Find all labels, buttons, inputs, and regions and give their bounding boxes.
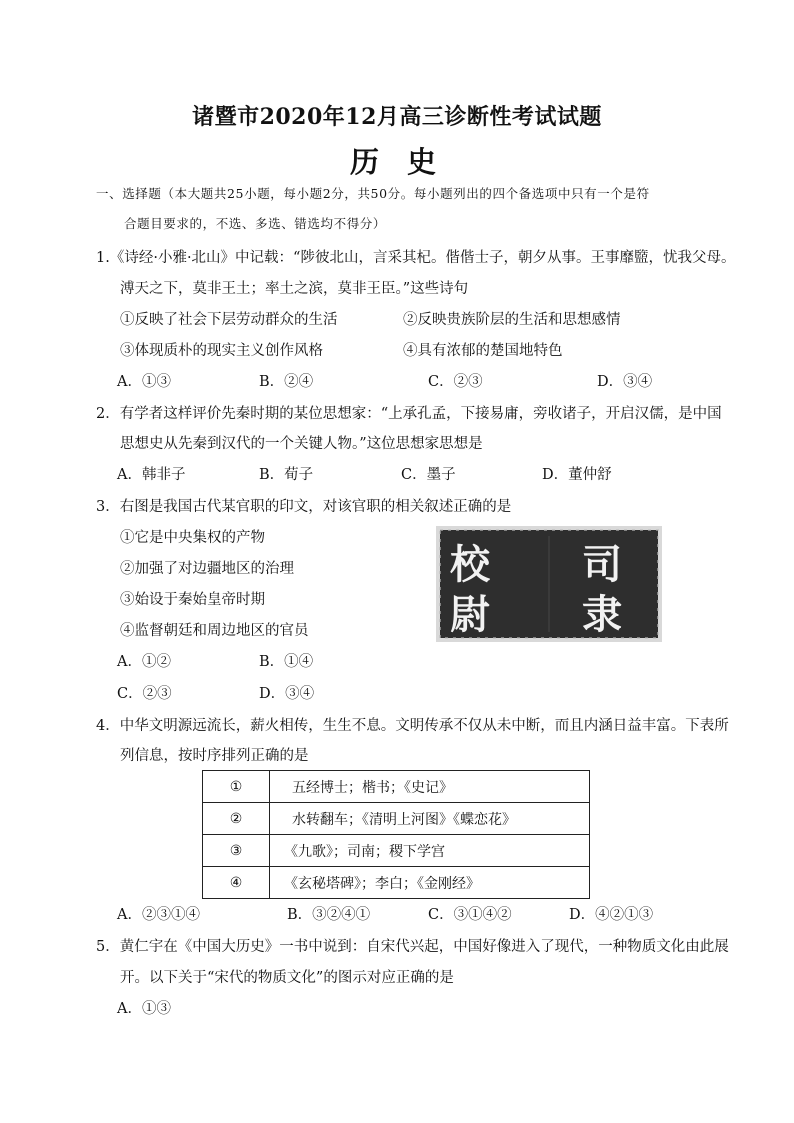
q2-option-c[interactable]: C．墨子 [401, 467, 456, 483]
row-number: ① [203, 771, 270, 803]
seal-char-3: 司 [582, 541, 622, 588]
q2-stem-line2: 思想史从先秦到汉代的一个关键人物。”这位思想家思想是 [120, 436, 483, 452]
seal-char-1: 校 [450, 541, 490, 588]
row-number: ② [203, 803, 270, 835]
seal-char-4: 隶 [582, 591, 622, 638]
official-seal-image [436, 526, 662, 642]
q3-statement-2: ②加强了对边疆地区的治理 [120, 561, 294, 577]
q2-stem-line1: 2．有学者这样评价先秦时期的某位思想家：“上承孔孟，下接易庸，旁收诸子，开启汉儒，是中国 [96, 406, 722, 422]
q3-option-b[interactable]: B．①④ [259, 654, 314, 670]
q1-statement-4: ④具有浓郁的楚国地特色 [403, 343, 563, 359]
q4-stem-line2: 列信息，按时序排列正确的是 [120, 748, 309, 764]
q1-stem-line1: 1.《诗经·小雅·北山》中记载：“陟彼北山，言采其杞。偕偕士子，朝夕从事。王事靡盬，忧我父母。 [96, 250, 736, 266]
row-content: 《玄秘塔碑》；李白；《金刚经》 [270, 867, 590, 899]
q3-statement-3: ③始设于秦始皇帝时期 [120, 592, 265, 608]
q4-info-table [202, 770, 590, 899]
table-row [203, 771, 590, 803]
q4-option-c[interactable]: C．③①④② [428, 907, 512, 923]
row-number: ④ [203, 867, 270, 899]
q4-option-d[interactable]: D．④②①③ [569, 907, 654, 923]
table-row [203, 835, 590, 867]
seal-char-2: 尉 [450, 591, 490, 638]
q1-statement-3: ③体现质朴的现实主义创作风格 [120, 343, 323, 359]
q5-stem-line2: 开。以下关于“宋代的物质文化”的图示对应正确的是 [120, 970, 454, 986]
q3-statement-4: ④监督朝廷和周边地区的官员 [120, 623, 309, 639]
q1-option-b[interactable]: B．②④ [259, 374, 314, 390]
row-content: 五经博士；楷书；《史记》 [270, 771, 590, 803]
section-instructions-line2: 合题目要求的，不选、多选、错选均不得分） [124, 216, 387, 231]
section-instructions-line1: 一、选择题（本大题共25小题，每小题2分，共50分。每小题列出的四个备选项中只有一个是符 [96, 186, 650, 201]
table-row [203, 867, 590, 899]
row-content: 《九歌》；司南；稷下学宫 [270, 835, 590, 867]
q1-statement-2: ②反映贵族阶层的生活和思想感情 [403, 312, 621, 328]
subject-title: 历史 [349, 145, 464, 179]
q5-option-a[interactable]: A．①③ [117, 1001, 171, 1017]
q3-statement-1: ①它是中央集权的产物 [120, 530, 265, 546]
q3-option-a[interactable]: A．①② [117, 654, 171, 670]
q2-option-a[interactable]: A．韩非子 [117, 467, 186, 483]
q1-statement-1: ①反映了社会下层劳动群众的生活 [120, 312, 338, 328]
table-row [203, 803, 590, 835]
q1-stem-line2: 溥天之下，莫非王土；率土之滨，莫非王臣。”这些诗句 [120, 281, 469, 297]
q3-stem: 3．右图是我国古代某官职的印文，对该官职的相关叙述正确的是 [96, 499, 512, 515]
exam-title: 诸暨市2020年12月高三诊断性考试试题 [192, 104, 602, 130]
q1-option-c[interactable]: C．②③ [428, 374, 483, 390]
q1-option-d[interactable]: D．③④ [597, 374, 653, 390]
q1-option-a[interactable]: A．①③ [117, 374, 171, 390]
q2-option-b[interactable]: B．荀子 [259, 467, 314, 483]
q3-option-d[interactable]: D．③④ [259, 686, 315, 702]
q4-stem-line1: 4．中华文明源远流长，薪火相传，生生不息。文明传承不仅从未中断，而且内涵日益丰富。下表所 [96, 718, 729, 734]
q4-option-b[interactable]: B．③②④① [287, 907, 371, 923]
row-content: 水转翻车；《清明上河图》《蝶恋花》 [270, 803, 590, 835]
q4-option-a[interactable]: A．②③①④ [117, 907, 200, 923]
q5-stem-line1: 5．黄仁宇在《中国大历史》一书中说到：自宋代兴起，中国好像进入了现代，一种物质文化由此展 [96, 939, 729, 955]
row-number: ③ [203, 835, 270, 867]
q2-option-d[interactable]: D．董仲舒 [542, 467, 612, 483]
q3-option-c[interactable]: C．②③ [117, 686, 172, 702]
